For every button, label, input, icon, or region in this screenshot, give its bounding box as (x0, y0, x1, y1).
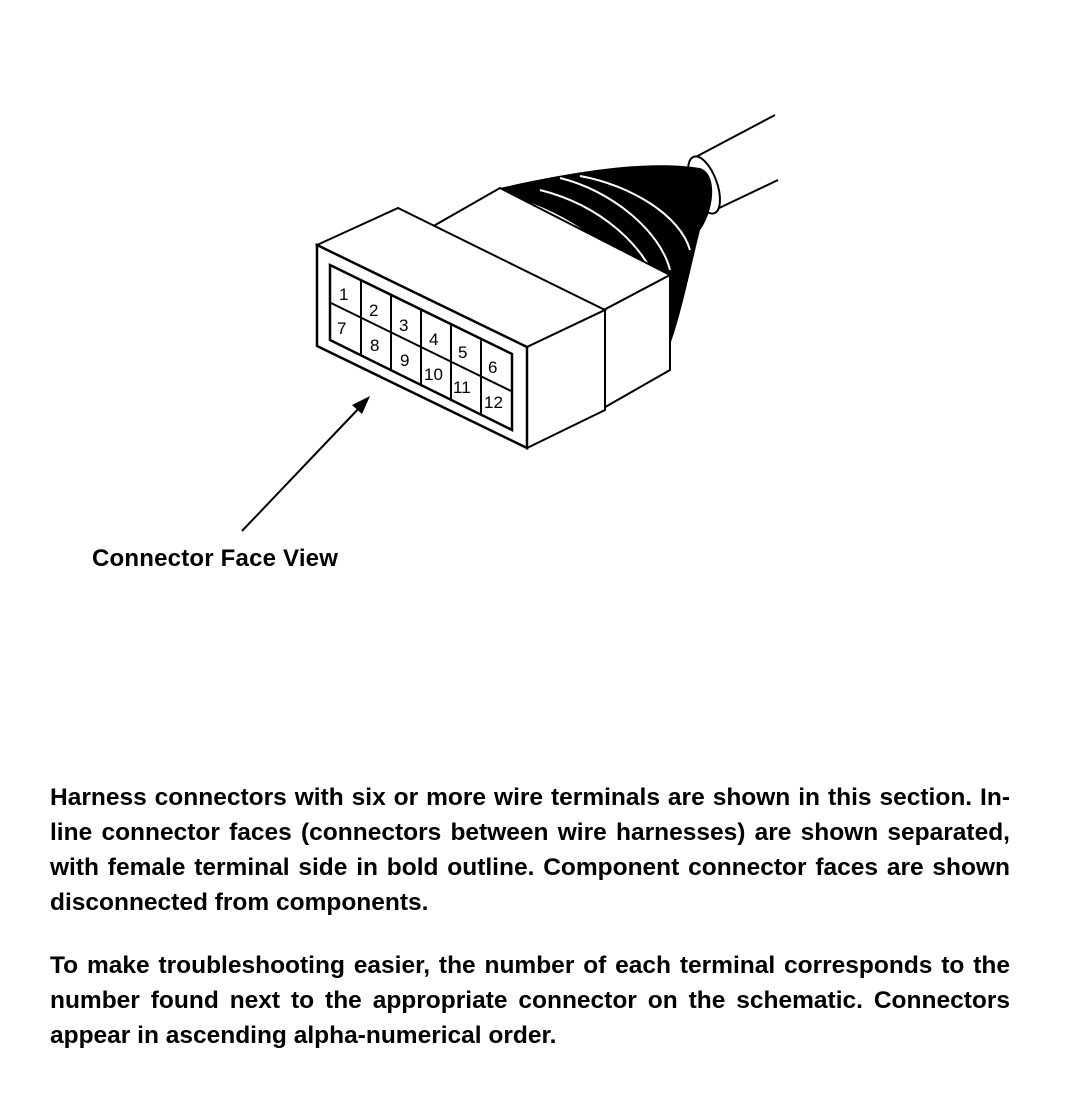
terminal-7: 7 (337, 319, 347, 338)
pointer-arrow (242, 396, 370, 531)
terminal-1: 1 (339, 285, 349, 304)
terminal-9: 9 (400, 351, 410, 370)
terminal-8: 8 (370, 336, 380, 355)
terminal-10: 10 (424, 365, 443, 384)
terminal-12: 12 (484, 393, 503, 412)
terminal-3: 3 (399, 316, 409, 335)
terminal-5: 5 (458, 343, 468, 362)
troubleshooting-paragraph: To make troubleshooting easier, the number of each terminal corresponds to the number found next to the appropriate connector on the schematic. Connectors appear in ascending alpha-numerical order. (50, 952, 1010, 1049)
description-paragraph: Harness connectors with six or more wire terminals are shown in this section. In-line connector faces (connectors between wire harnesses) are shown separated, with female terminal side in bold outline. Component connector faces are shown disconnected from components. (50, 784, 1010, 916)
terminal-11: 11 (453, 378, 471, 397)
terminal-6: 6 (488, 358, 498, 377)
diagram-caption: Connector Face View (92, 545, 339, 572)
terminal-2: 2 (369, 301, 379, 320)
terminal-4: 4 (429, 330, 439, 349)
